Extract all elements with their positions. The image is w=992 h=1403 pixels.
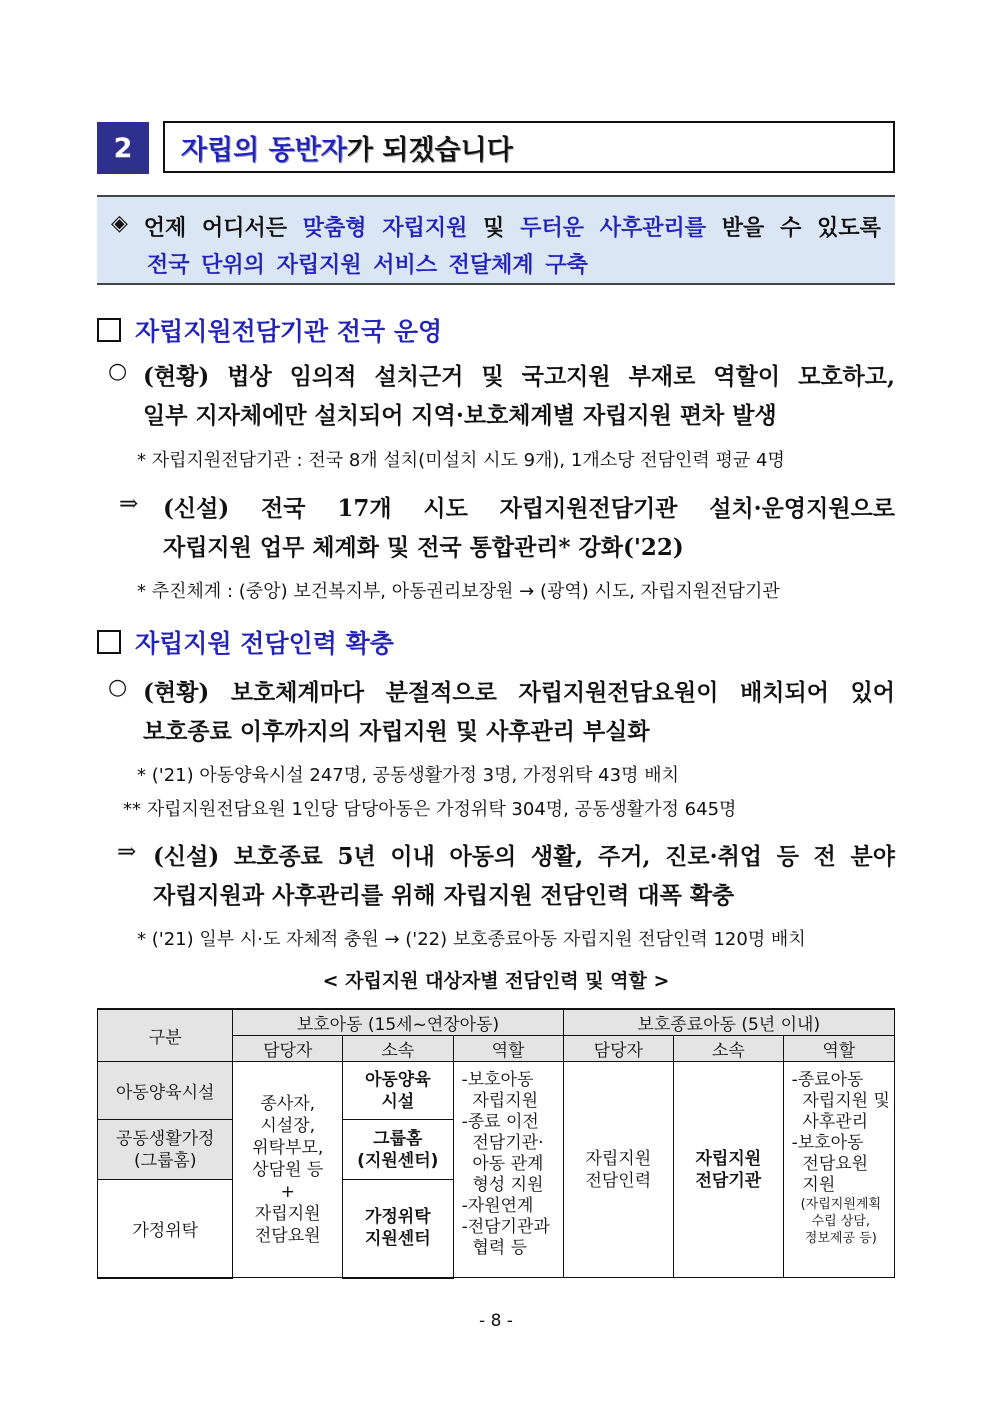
g2-staff-cell: 자립지원 전담인력 (563, 1062, 674, 1278)
summary-word: 받을 (721, 216, 765, 241)
header-group-2: 보호종료아동 (5년 이내) (563, 1009, 894, 1036)
subheader-cell: 역할 (453, 1036, 563, 1062)
role-table (97, 1008, 895, 1279)
subheader-cell: 담당자 (563, 1036, 674, 1062)
g1-affiliation-foster: 가정위탁 지원센터 (343, 1180, 454, 1278)
subsection-heading-2: 자립지원 전담인력 확충 (97, 624, 394, 660)
subheader-cell: 소속 (343, 1036, 454, 1062)
summary-word: 언제 (143, 216, 187, 241)
subheader-cell: 소속 (674, 1036, 784, 1062)
g2-affiliation-cell: 자립지원 전담기관 (674, 1062, 784, 1278)
summary-word: 수 (780, 216, 802, 241)
summary-word: 어디서든 (202, 216, 288, 241)
summary-word: 맞춤형 (302, 216, 367, 241)
s2-note2: ** 자립지원전담요원 1인당 담당아동은 가정위탁 304명, 공동생활가정 645명 (123, 799, 737, 820)
g1-roles-cell: -보호아동 자립지원 -종료 이전 전담기관· 아동 관계 형성 지원 -자원연계 -전담기관과 협력 등 (453, 1062, 563, 1278)
row-label-facility: 아동양육시설 (98, 1062, 233, 1120)
s1-current-line1: (현황) 법상 임의적 설치근거 및 국고지원 부재로 역할이 모호하고, (143, 363, 895, 390)
arrow-implies-icon: ⇒ (117, 839, 137, 865)
square-bullet-icon (97, 630, 121, 654)
summary-box (97, 195, 895, 285)
s1-current-line2: 일부 지자체에만 설치되어 지역·보호체계별 자립지원 편차 발생 (143, 402, 777, 429)
bullet-circle-icon: ○ (108, 675, 128, 700)
subheader-cell: 역할 (783, 1036, 894, 1062)
g1-affiliation-grouphome: 그룹홈 (지원센터) (343, 1120, 454, 1180)
bullet-circle-icon: ○ (108, 359, 128, 384)
page-number: - 8 - (479, 1311, 513, 1331)
s2-new-line2: 자립지원과 사후관리를 위해 자립지원 전담인력 대폭 확충 (153, 882, 735, 909)
subsection-heading-1: 자립지원전담기관 전국 운영 (97, 312, 442, 348)
header-group-1: 보호아동 (15세~연장아동) (233, 1009, 563, 1036)
summary-word: ◈ (111, 211, 128, 236)
s1-new-line1: (신설) 전국 17개 시도 자립지원전담기관 설치·운영지원으로 (163, 495, 895, 522)
arrow-implies-icon: ⇒ (119, 491, 139, 517)
s2-current-line2: 보호종료 이후까지의 자립지원 및 사후관리 부실화 (143, 718, 650, 745)
g1-affiliation-facility: 아동양육 시설 (343, 1062, 454, 1120)
g2-roles-cell: -종료아동 자립지원 및 사후관리 -보호아동 전담요원 지원 (자립지원계획 수립 상담, 정보제공 등) (783, 1062, 894, 1278)
summary-word: 자립지원 (382, 216, 468, 241)
summary-word: 있도록 (817, 216, 881, 241)
summary-word: 사후관리를 (599, 216, 706, 241)
summary-line-2: 전국 단위의 자립지원 서비스 전달체계 구축 (147, 253, 588, 278)
s2-note1: * ('21) 아동양육시설 247명, 공동생활가정 3명, 가정위탁 43명 배치 (137, 765, 679, 786)
summary-word: 두터운 (520, 216, 584, 241)
section-title-blue: 자립의 동반자 (181, 134, 347, 166)
s1-current-note: * 자립지원전담기관 : 전국 8개 설치(미설치 시도 9개), 1개소당 전담인력 평균 4명 (137, 450, 785, 471)
header-category: 구분 (98, 1009, 233, 1062)
section-title-black: 가 되겠습니다 (346, 134, 513, 166)
square-bullet-icon (97, 318, 121, 342)
section-number: 2 (97, 122, 149, 174)
section-title (163, 121, 895, 173)
summary-line-1 (111, 211, 881, 242)
s1-new-note: * 추진체계 : (중앙) 보건복지부, 아동권리보장원 → (광역) 시도, 자립지원전담기관 (137, 581, 780, 602)
row-label-foster: 가정위탁 (98, 1180, 233, 1278)
g1-staff-cell: 종사자, 시설장, 위탁부모, 상담원 등 + 자립지원 전담요원 (233, 1062, 343, 1278)
s1-new-line2: 자립지원 업무 체계화 및 전국 통합관리* 강화('22) (163, 534, 684, 561)
s2-new-line1: (신설) 보호종료 5년 이내 아동의 생활, 주거, 진로·취업 등 전 분야 (153, 843, 895, 870)
row-label-grouphome: 공동생활가정 (그룹홈) (98, 1120, 233, 1180)
table-caption: < 자립지원 대상자별 전담인력 및 역할 > (322, 970, 670, 992)
s2-current-line1: (현황) 보호체계마다 분절적으로 자립지원전담요원이 배치되어 있어 (143, 679, 895, 706)
summary-word: 및 (483, 216, 505, 241)
subheader-cell: 담당자 (233, 1036, 343, 1062)
s2-new-note: * ('21) 일부 시·도 자체적 충원 → ('22) 보호종료아동 자립지원 전담인력 120명 배치 (137, 929, 806, 950)
